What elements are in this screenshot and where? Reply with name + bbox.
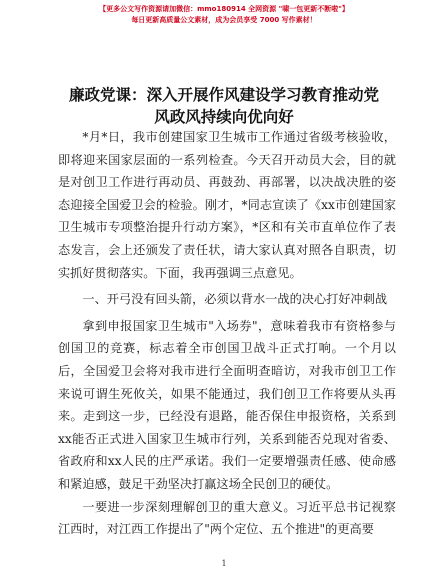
promo-banner-line-2: 每日更新高质量公文素材，成为会员享受 7000 写作素材！ [131,16,317,24]
page-number: 1 [221,559,227,568]
promo-banner [0,4,448,26]
section-heading: 一、开弓没有回头箭，必须以背水一战的决心打好冲刺战 [82,292,388,307]
document-body [58,126,396,541]
document-title [60,84,388,128]
body-paragraph: 一要进一步深刻理解创卫的重大意义。习近平总书记视察江西时，对江西工作提出了"两个定位、五个推进"的更高要 [58,499,396,537]
title-line-1: 廉政党课：深入开展作风建设学习教育推动党 [68,86,379,104]
body-paragraph: *月*日，我市创建国家卫生城市工作通过省级考核验收，即将迎来国家层面的一系列检查。今天召开动员大会，目的就是对创卫工作进行再动员、再鼓劲、再部署，以决战决胜的姿态迎接全国爱卫会的检验。刚才，*同志宣读了《xx市创建国家卫生城市专项整治提升行动方案》，*区和有关市直单位作了表态发言，会上还颁发了责任状，请大家认真对照各自职责，切实抓好贯彻落实。下面，我再强调三点意见。 [58,130,396,280]
title-line-2: 风政风持续向优向好 [154,108,294,126]
body-paragraph: 拿到申报国家卫生城市"入场券"，意味着我市有资格参与创国卫的竞赛，标志着全市创国卫战斗正式打响。一个月以后，全国爱卫会将对我市进行全面明查暗访，对我市创卫工作来说可谓生死攸关，如果不能通过，我们创卫工作将要从头再来。走到这一步，已经没有退路，能否保住申报资格，关系到xx能否正式进入国家卫生城市行列，关系到能否兑现对省委、省政府和xx人民的庄严承诺。我们一定要增强责任感、使命感和紧迫感，鼓足干劲坚决打赢这场全民创卫的硬仗。 [58,318,396,491]
promo-banner-line-1: 【更多公文写作资源请加微信：mmo180914 全网资源 "啸一包更新不断啦"】 [99,5,349,13]
